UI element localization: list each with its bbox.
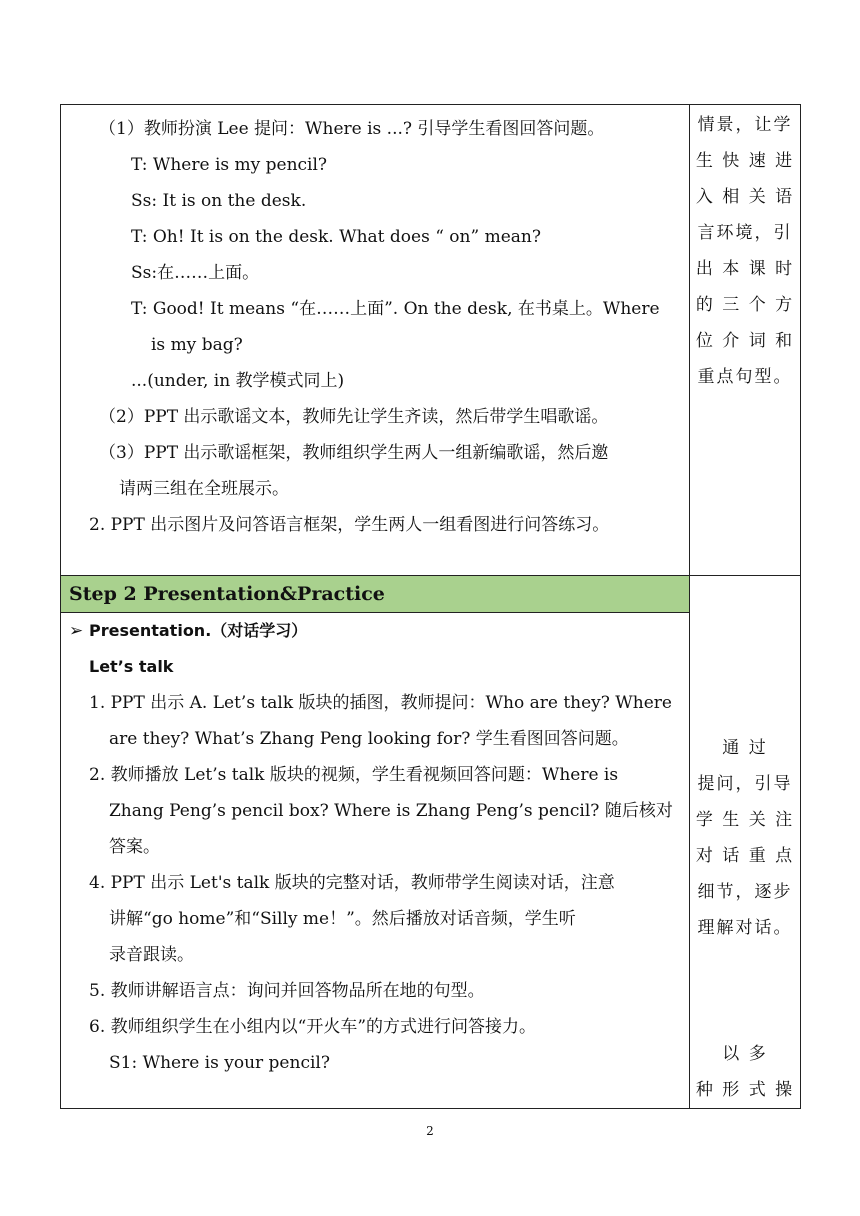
text-line: Ss:在……上面。 xyxy=(131,263,260,283)
text-line: 1. PPT 出示 A. Let’s talk 版块的插图，教师提问：Who are they? Where xyxy=(89,693,672,713)
text-line: 请两三组在全班展示。 xyxy=(119,479,289,499)
text-line: T: Where is my pencil? xyxy=(131,155,328,175)
lesson-plan-table xyxy=(60,104,801,1109)
text-line: 答案。 xyxy=(109,837,160,857)
side-text-line: 言环境，引 xyxy=(697,223,793,243)
text-line: 5. 教师讲解语言点：询问并回答物品所在地的句型。 xyxy=(89,981,485,1001)
side-text-line: 的 三 个 方 xyxy=(695,295,795,315)
table-row xyxy=(61,105,801,576)
page-number: 2 xyxy=(426,1124,434,1138)
table-row xyxy=(61,576,801,1109)
side-text-line: 入 相 关 语 xyxy=(695,187,795,207)
text-line: 讲解“go home”和“Silly me！”。然后播放对话音频，学生听 xyxy=(109,909,576,929)
side-text-line: 以 多 xyxy=(722,1044,768,1064)
side-text-line: 重点句型。 xyxy=(697,367,793,387)
text-line: T: Good! It means “在……上面”. On the desk, 在书桌上。Where xyxy=(131,299,660,319)
text-line: are they? What’s Zhang Peng looking for? 学生看图回答问题。 xyxy=(109,729,629,749)
side-text-line: 种 形 式 操 xyxy=(695,1080,795,1100)
text-line: ...(under, in 教学模式同上) xyxy=(131,371,345,391)
purpose-cell xyxy=(690,105,801,576)
purpose-cell xyxy=(690,576,801,1109)
text-line: （3）PPT 出示歌谣框架，教师组织学生两人一组新编歌谣，然后邀 xyxy=(99,443,609,463)
text-line: （1）教师扮演 Lee 提问：Where is ...? 引导学生看图回答问题。 xyxy=(99,119,605,139)
text-line: 2. PPT 出示图片及问答语言框架，学生两人一组看图进行问答练习。 xyxy=(89,515,610,535)
text-line: T: Oh! It is on the desk. What does “ on” mean? xyxy=(131,227,541,247)
text-line: 录音跟读。 xyxy=(109,945,194,965)
text-line: 4. PPT 出示 Let's talk 版块的完整对话，教师带学生阅读对话，注意 xyxy=(89,873,615,893)
subheading: Let’s talk xyxy=(89,657,174,676)
bullet-arrow-icon: ➢ xyxy=(69,621,84,641)
text-line: 2. 教师播放 Let’s talk 版块的视频，学生看视频回答问题：Where is xyxy=(89,765,619,785)
text-line: （2）PPT 出示歌谣文本，教师先让学生齐读，然后带学生唱歌谣。 xyxy=(99,407,609,427)
side-text-line: 理解对话。 xyxy=(697,918,793,938)
side-text-line: 通 过 xyxy=(722,738,768,758)
side-text-line: 情景，让学 xyxy=(697,115,793,135)
side-text-line: 提问，引导 xyxy=(697,774,793,794)
text-line: S1: Where is your pencil? xyxy=(109,1053,330,1073)
text-line: is my bag? xyxy=(151,335,243,355)
side-text-line: 学 生 关 注 xyxy=(695,810,795,830)
text-line: Ss: It is on the desk. xyxy=(131,191,307,211)
activity-cell xyxy=(61,576,690,1109)
side-text-line: 出 本 课 时 xyxy=(695,259,795,279)
side-text-line: 对 话 重 点 xyxy=(695,846,795,866)
bullet-heading: Presentation.（对话学习） xyxy=(89,621,308,640)
activity-cell xyxy=(61,105,690,576)
side-text-line: 细节，逐步 xyxy=(697,882,793,902)
step-heading: Step 2 Presentation&Practice xyxy=(61,576,689,613)
side-text-line: 生 快 速 进 xyxy=(695,151,795,171)
lesson-plan-document xyxy=(60,104,800,1109)
side-text-line: 位 介 词 和 xyxy=(695,331,795,351)
text-line: 6. 教师组织学生在小组内以“开火车”的方式进行问答接力。 xyxy=(89,1017,537,1037)
text-line: Zhang Peng’s pencil box? Where is Zhang Peng’s pencil? 随后核对 xyxy=(109,801,673,821)
